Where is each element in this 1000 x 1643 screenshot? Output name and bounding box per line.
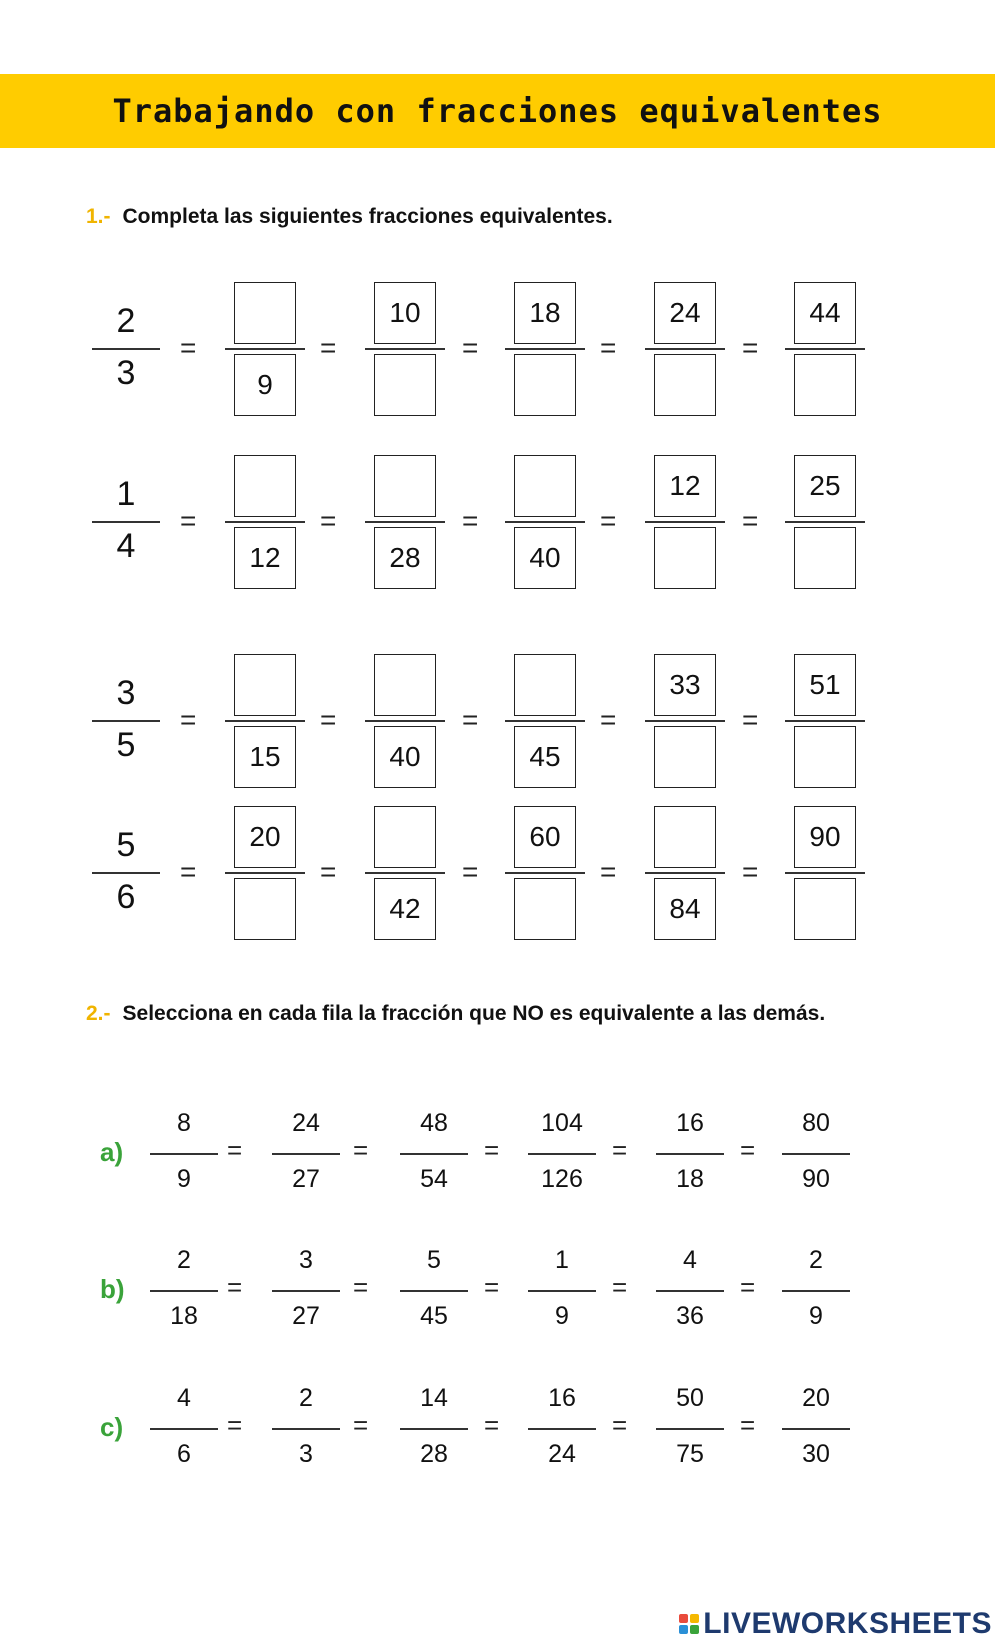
denominator: 36 bbox=[676, 1302, 704, 1330]
denominator: 27 bbox=[292, 1165, 320, 1193]
numerator: 4 bbox=[683, 1246, 697, 1274]
equals-sign: = bbox=[740, 1272, 756, 1302]
fraction-bar bbox=[645, 872, 725, 874]
equals-sign: = bbox=[600, 704, 617, 735]
fraction-bar bbox=[785, 872, 865, 874]
fraction-bar bbox=[272, 1428, 340, 1430]
fraction-bar bbox=[505, 348, 585, 350]
fraction-bar bbox=[92, 872, 160, 874]
selectable-fraction[interactable] bbox=[528, 1095, 596, 1215]
numerator: 3 bbox=[299, 1246, 313, 1274]
fraction-bar bbox=[505, 720, 585, 722]
instruction-2 bbox=[86, 1002, 825, 1026]
fraction-bar bbox=[92, 348, 160, 350]
fraction-bar bbox=[785, 521, 865, 523]
equals-sign: = bbox=[180, 856, 197, 887]
fraction-bar bbox=[782, 1428, 850, 1430]
numerator-answer-box[interactable] bbox=[654, 806, 716, 868]
denominator: 6 bbox=[177, 1440, 191, 1468]
instruction-1-number: 1.- bbox=[86, 205, 111, 228]
equals-sign: = bbox=[600, 856, 617, 887]
numerator: 2 bbox=[299, 1384, 313, 1412]
fraction-bar bbox=[782, 1290, 850, 1292]
denominator: 28 bbox=[420, 1440, 448, 1468]
denominator: 3 bbox=[299, 1440, 313, 1468]
fraction-bar bbox=[782, 1153, 850, 1155]
given-numerator: 2 bbox=[116, 302, 136, 340]
fraction-bar bbox=[272, 1153, 340, 1155]
equals-sign: = bbox=[227, 1410, 243, 1440]
equivalent-fraction bbox=[505, 455, 585, 591]
equals-sign: = bbox=[462, 704, 479, 735]
selectable-fraction[interactable] bbox=[400, 1095, 468, 1215]
selectable-fraction[interactable] bbox=[150, 1095, 218, 1215]
denominator-box: 28 bbox=[374, 527, 436, 589]
fraction-bar bbox=[225, 872, 305, 874]
fraction-bar bbox=[645, 720, 725, 722]
numerator: 16 bbox=[548, 1384, 576, 1412]
numerator: 14 bbox=[420, 1384, 448, 1412]
row-label: b) bbox=[100, 1274, 125, 1304]
equals-sign: = bbox=[353, 1410, 369, 1440]
numerator-answer-box[interactable] bbox=[234, 282, 296, 344]
equivalent-fraction bbox=[785, 806, 865, 942]
fraction-bar bbox=[365, 348, 445, 350]
denominator-answer-box[interactable] bbox=[374, 354, 436, 416]
fraction-bar bbox=[785, 720, 865, 722]
denominator: 9 bbox=[555, 1302, 569, 1330]
denominator-box: 15 bbox=[234, 726, 296, 788]
given-numerator: 3 bbox=[116, 674, 136, 712]
title-banner bbox=[0, 74, 995, 148]
numerator-box: 24 bbox=[654, 282, 716, 344]
fraction-bar bbox=[645, 348, 725, 350]
fraction-bar bbox=[365, 872, 445, 874]
equals-sign: = bbox=[180, 505, 197, 536]
denominator-answer-box[interactable] bbox=[514, 878, 576, 940]
equivalent-fraction bbox=[505, 654, 585, 790]
numerator: 5 bbox=[427, 1246, 441, 1274]
denominator: 30 bbox=[802, 1440, 830, 1468]
numerator-box: 51 bbox=[794, 654, 856, 716]
denominator: 18 bbox=[170, 1302, 198, 1330]
selectable-fraction[interactable] bbox=[272, 1370, 340, 1490]
equals-sign: = bbox=[612, 1410, 628, 1440]
equals-sign: = bbox=[742, 704, 759, 735]
equals-sign: = bbox=[320, 332, 337, 363]
denominator-box: 40 bbox=[374, 726, 436, 788]
given-fraction bbox=[92, 463, 160, 583]
numerator-answer-box[interactable] bbox=[514, 455, 576, 517]
fraction-bar bbox=[400, 1153, 468, 1155]
numerator: 20 bbox=[802, 1384, 830, 1412]
given-numerator: 5 bbox=[116, 826, 136, 864]
numerator-box: 90 bbox=[794, 806, 856, 868]
denominator-answer-box[interactable] bbox=[794, 354, 856, 416]
equals-sign: = bbox=[740, 1135, 756, 1165]
selectable-fraction[interactable] bbox=[656, 1232, 724, 1352]
fraction-bar bbox=[656, 1290, 724, 1292]
instruction-2-text: Selecciona en cada fila la fracción que NO es equivalente a las demás. bbox=[122, 1002, 826, 1025]
fraction-bar bbox=[528, 1428, 596, 1430]
fraction-bar bbox=[150, 1290, 218, 1292]
equals-sign: = bbox=[462, 332, 479, 363]
equals-sign: = bbox=[742, 856, 759, 887]
denominator-answer-box[interactable] bbox=[794, 726, 856, 788]
selectable-fraction[interactable] bbox=[782, 1370, 850, 1490]
instruction-1 bbox=[86, 205, 613, 229]
row-label: c) bbox=[100, 1412, 124, 1442]
given-denominator: 6 bbox=[116, 878, 136, 916]
equivalent-fraction bbox=[365, 455, 445, 591]
selectable-fraction[interactable] bbox=[782, 1232, 850, 1352]
denominator-answer-box[interactable] bbox=[654, 527, 716, 589]
liveworksheets-logo-icon bbox=[679, 1614, 699, 1634]
equals-sign: = bbox=[227, 1272, 243, 1302]
denominator-box: 12 bbox=[234, 527, 296, 589]
fraction-bar bbox=[528, 1153, 596, 1155]
fraction-bar bbox=[225, 348, 305, 350]
numerator: 50 bbox=[676, 1384, 704, 1412]
fraction-bar bbox=[400, 1290, 468, 1292]
numerator-box: 20 bbox=[234, 806, 296, 868]
equals-sign: = bbox=[180, 332, 197, 363]
equivalent-fraction bbox=[505, 282, 585, 418]
instruction-1-text: Completa las siguientes fracciones equivalentes. bbox=[122, 205, 613, 228]
instruction-2-number: 2.- bbox=[86, 1002, 111, 1025]
equals-sign: = bbox=[353, 1135, 369, 1165]
numerator-answer-box[interactable] bbox=[374, 654, 436, 716]
equivalent-fraction bbox=[645, 654, 725, 790]
numerator: 4 bbox=[177, 1384, 191, 1412]
denominator: 18 bbox=[676, 1165, 704, 1193]
equals-sign: = bbox=[462, 505, 479, 536]
equals-sign: = bbox=[612, 1272, 628, 1302]
numerator: 80 bbox=[802, 1109, 830, 1137]
numerator-answer-box[interactable] bbox=[374, 806, 436, 868]
equivalent-fraction bbox=[365, 282, 445, 418]
denominator-box: 40 bbox=[514, 527, 576, 589]
fraction-bar bbox=[365, 521, 445, 523]
denominator-box: 45 bbox=[514, 726, 576, 788]
denominator: 9 bbox=[809, 1302, 823, 1330]
equivalent-fraction bbox=[225, 455, 305, 591]
fraction-bar bbox=[150, 1428, 218, 1430]
equals-sign: = bbox=[612, 1135, 628, 1165]
equals-sign: = bbox=[742, 332, 759, 363]
denominator-answer-box[interactable] bbox=[234, 878, 296, 940]
equals-sign: = bbox=[600, 505, 617, 536]
equals-sign: = bbox=[742, 505, 759, 536]
fraction-bar bbox=[505, 872, 585, 874]
selectable-fraction[interactable] bbox=[150, 1370, 218, 1490]
numerator-box: 25 bbox=[794, 455, 856, 517]
equals-sign: = bbox=[353, 1272, 369, 1302]
equivalent-fraction bbox=[225, 282, 305, 418]
denominator: 9 bbox=[177, 1165, 191, 1193]
given-denominator: 5 bbox=[116, 726, 136, 764]
selectable-fraction[interactable] bbox=[656, 1370, 724, 1490]
numerator-answer-box[interactable] bbox=[514, 654, 576, 716]
numerator-box: 12 bbox=[654, 455, 716, 517]
given-fraction bbox=[92, 662, 160, 782]
equals-sign: = bbox=[484, 1135, 500, 1165]
equals-sign: = bbox=[180, 704, 197, 735]
selectable-fraction[interactable] bbox=[400, 1232, 468, 1352]
numerator: 48 bbox=[420, 1109, 448, 1137]
given-fraction bbox=[92, 290, 160, 410]
fraction-bar bbox=[272, 1290, 340, 1292]
equals-sign: = bbox=[462, 856, 479, 887]
logo-text: LIVEWORKSHEETS bbox=[703, 1607, 992, 1640]
denominator-answer-box[interactable] bbox=[654, 354, 716, 416]
numerator-box: 33 bbox=[654, 654, 716, 716]
fraction-bar bbox=[656, 1428, 724, 1430]
fraction-bar bbox=[528, 1290, 596, 1292]
denominator-answer-box[interactable] bbox=[794, 527, 856, 589]
numerator-box: 44 bbox=[794, 282, 856, 344]
selectable-fraction[interactable] bbox=[272, 1232, 340, 1352]
denominator: 45 bbox=[420, 1302, 448, 1330]
numerator-answer-box[interactable] bbox=[234, 654, 296, 716]
numerator: 1 bbox=[555, 1246, 569, 1274]
fraction-bar bbox=[150, 1153, 218, 1155]
equivalent-fraction bbox=[785, 654, 865, 790]
equals-sign: = bbox=[484, 1272, 500, 1302]
numerator-box: 18 bbox=[514, 282, 576, 344]
equals-sign: = bbox=[600, 332, 617, 363]
equivalent-fraction bbox=[645, 806, 725, 942]
numerator: 2 bbox=[809, 1246, 823, 1274]
given-fraction bbox=[92, 814, 160, 934]
equivalent-fraction bbox=[785, 282, 865, 418]
denominator: 126 bbox=[541, 1165, 583, 1193]
numerator: 2 bbox=[177, 1246, 191, 1274]
row-label: a) bbox=[100, 1137, 124, 1167]
denominator: 75 bbox=[676, 1440, 704, 1468]
liveworksheets-logo bbox=[679, 1607, 992, 1641]
equals-sign: = bbox=[320, 704, 337, 735]
denominator-answer-box[interactable] bbox=[794, 878, 856, 940]
fraction-bar bbox=[225, 521, 305, 523]
fraction-bar bbox=[400, 1428, 468, 1430]
numerator: 104 bbox=[541, 1109, 583, 1137]
equals-sign: = bbox=[740, 1410, 756, 1440]
numerator-box: 10 bbox=[374, 282, 436, 344]
given-denominator: 3 bbox=[116, 354, 136, 392]
fraction-bar bbox=[365, 720, 445, 722]
fraction-bar bbox=[645, 521, 725, 523]
fraction-bar bbox=[225, 720, 305, 722]
equals-sign: = bbox=[484, 1410, 500, 1440]
selectable-fraction[interactable] bbox=[150, 1232, 218, 1352]
equivalent-fraction bbox=[365, 806, 445, 942]
equals-sign: = bbox=[227, 1135, 243, 1165]
selectable-fraction[interactable] bbox=[272, 1095, 340, 1215]
fraction-bar bbox=[92, 720, 160, 722]
fraction-bar bbox=[505, 521, 585, 523]
selectable-fraction[interactable] bbox=[782, 1095, 850, 1215]
equivalent-fraction bbox=[645, 455, 725, 591]
equivalent-fraction bbox=[505, 806, 585, 942]
given-numerator: 1 bbox=[116, 475, 136, 513]
equivalent-fraction bbox=[645, 282, 725, 418]
numerator-answer-box[interactable] bbox=[234, 455, 296, 517]
denominator: 24 bbox=[548, 1440, 576, 1468]
numerator-answer-box[interactable] bbox=[374, 455, 436, 517]
denominator-answer-box[interactable] bbox=[514, 354, 576, 416]
selectable-fraction[interactable] bbox=[400, 1370, 468, 1490]
denominator: 90 bbox=[802, 1165, 830, 1193]
numerator: 8 bbox=[177, 1109, 191, 1137]
selectable-fraction[interactable] bbox=[528, 1232, 596, 1352]
fraction-bar bbox=[656, 1153, 724, 1155]
numerator-box: 60 bbox=[514, 806, 576, 868]
page-title: Trabajando con fracciones equivalentes bbox=[112, 92, 883, 130]
equivalent-fraction bbox=[225, 654, 305, 790]
denominator: 54 bbox=[420, 1165, 448, 1193]
equals-sign: = bbox=[320, 856, 337, 887]
numerator: 16 bbox=[676, 1109, 704, 1137]
given-denominator: 4 bbox=[116, 527, 136, 565]
denominator-box: 42 bbox=[374, 878, 436, 940]
equivalent-fraction bbox=[365, 654, 445, 790]
equivalent-fraction bbox=[225, 806, 305, 942]
denominator: 27 bbox=[292, 1302, 320, 1330]
numerator: 24 bbox=[292, 1109, 320, 1137]
fraction-bar bbox=[92, 521, 160, 523]
denominator-answer-box[interactable] bbox=[654, 726, 716, 788]
equals-sign: = bbox=[320, 505, 337, 536]
selectable-fraction[interactable] bbox=[528, 1370, 596, 1490]
selectable-fraction[interactable] bbox=[656, 1095, 724, 1215]
fraction-bar bbox=[785, 348, 865, 350]
equivalent-fraction bbox=[785, 455, 865, 591]
denominator-box: 9 bbox=[234, 354, 296, 416]
denominator-box: 84 bbox=[654, 878, 716, 940]
